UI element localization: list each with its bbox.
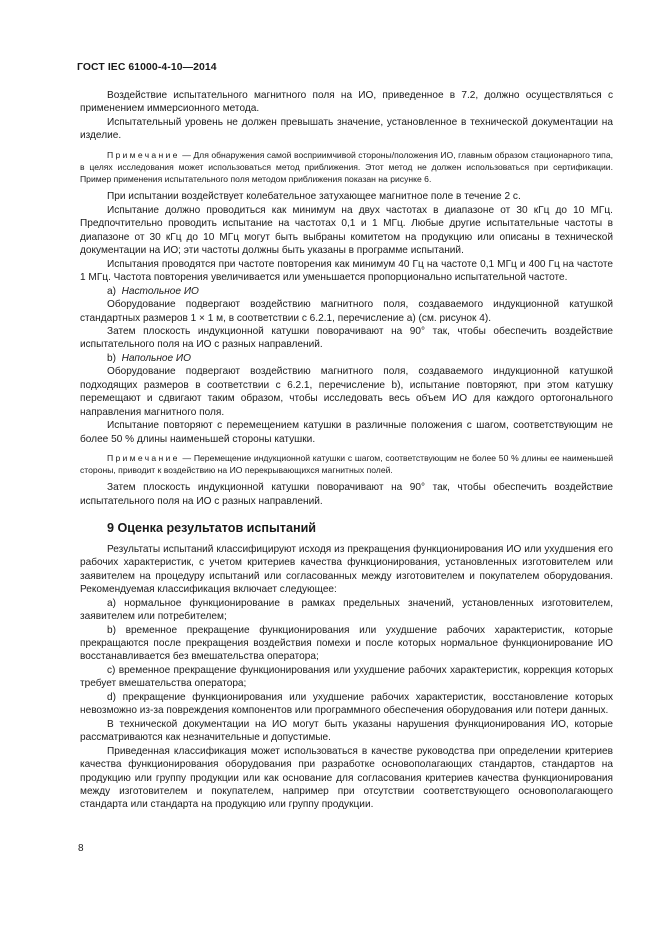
- paragraph: Испытательный уровень не должен превышать значение, установленное в технической документации на изделие.: [80, 116, 613, 142]
- list-item: c) временное прекращение функционирования или ухудшение рабочих характеристик, коррекция которых требует вмешательства оператора;: [80, 664, 613, 690]
- paragraph: При испытании воздействует колебательное затухающее магнитное поле в течение 2 с.: [107, 191, 521, 203]
- item-b-letter: b): [107, 352, 116, 364]
- item-a-heading: [80, 285, 613, 298]
- paragraph: Оборудование подвергают воздействию магнитного поля, создаваемого индукционной катушкой подходящих размеров в соответствии с 6.2.1, перечисление b), испытание повторяют, при этом катушку перемещают и сдвигают таким образом, чтобы исследовать весь объем ИО для каждого ортогонального направления магнитного поля.: [80, 366, 613, 418]
- note-label: Примечание: [107, 453, 180, 464]
- paragraph: Воздействие испытательного магнитного поля на ИО, приведенное в 7.2, должно осуществляться с применением иммерсионного метода.: [80, 90, 613, 115]
- paragraph: Испытание должно проводиться как минимум на двух частотах в диапазоне от 30 кГц до 10 МГц. Предпочтительно проводить испытание на частотах 0,1 и 1 МГц. Любые другие испытательные частоты в диапазоне от 30 кГц до 10 МГц могут быть выбраны комитетом на продукцию или описаны в технической документации на ИО; эти частоты должны быть указаны в программе испытаний.: [80, 204, 613, 257]
- item-a-letter: a): [107, 285, 116, 297]
- item-b-title: Напольное ИО: [121, 352, 191, 364]
- note-1: [80, 149, 613, 186]
- note-text: — Перемещение индукционной катушки с шагом, соответствующим не более 50 % длины ее наименьшей стороны, приводит к воздействию на ИО перекрывающихся магнитных полей.: [80, 453, 613, 476]
- paragraph: Испытание повторяют с перемещением катушки в различные положения с шагом, соответствующим не более 50 % длины наименьшей стороны катушки.: [80, 420, 613, 445]
- note-text: — Для обнаружения самой восприимчивой стороны/положения ИО, главным образом стационарного типа, в целях исследования может использоваться метод приближения. Этот метод не должен использоваться при сертификации. Пример применения испытательного поля методом приближения показан на рисунке 6.: [80, 149, 613, 185]
- paragraph: Приведенная классификация может использоваться в качестве руководства при определении критериев качества функционирования оборудования при разработке основополагающих стандартов, стандартов на продукцию или группу продукции или как основание для согласования критериев качества функционирования между изготовителем и покупателем, например при отсутствии соответствующего основополагающего стандарта или стандарта на продукцию или группу продукции.: [80, 745, 613, 811]
- paragraph: Испытания проводятся при частоте повторения как минимум 40 Гц на частоте 0,1 МГц и 400 Гц на частоте 1 МГц. Частота повторения увеличивается или уменьшается пропорционально испытательной частоте.: [80, 258, 613, 284]
- standard-header: ГОСТ IEC 61000-4-10—2014: [77, 62, 217, 73]
- item-b-heading: [80, 352, 613, 365]
- page-content: [80, 89, 613, 812]
- section-9-title: 9 Оценка результатов испытаний: [107, 521, 317, 536]
- note-label: Примечание: [107, 149, 180, 160]
- paragraph: Оборудование подвергают воздействию магнитного поля, создаваемого индукционной катушкой стандартных размеров 1 × 1 м, в соответствии с 6.2.1, перечисление a) (см. рисунок 4).: [80, 299, 613, 324]
- paragraph: Затем плоскость индукционной катушки поворачивают на 90° так, чтобы обеспечить воздействие испытательного поля на ИО с разных направлений.: [80, 325, 613, 351]
- paragraph: Затем плоскость индукционной катушки поворачивают на 90° так, чтобы обеспечить воздействие испытательного поля на ИО с разных направлений.: [80, 482, 613, 507]
- list-item: d) прекращение функционирования или ухудшение рабочих характеристик, восстановление которых невозможно из-за повреждения компонентов или программного обеспечения оборудования или потери данных.: [80, 691, 613, 717]
- page-number: 8: [78, 843, 84, 854]
- paragraph: В технической документации на ИО могут быть указаны нарушения функционирования ИО, которые рассматриваются как незначительные и допустимые.: [80, 718, 613, 744]
- list-item: a) нормальное функционирование в рамках предельных значений, установленных изготовителем, заявителем или потребителем;: [80, 597, 613, 623]
- list-item: b) временное прекращение функционирования или ухудшение рабочих характеристик, которые прекращаются после прекращения воздействия помехи и после которых нормальное функционирование ИО восстанавливается без вмешательства оператора;: [80, 624, 613, 663]
- note-2: [80, 452, 613, 476]
- item-a-title: Настольное ИО: [121, 285, 199, 297]
- paragraph: Результаты испытаний классифицируют исходя из прекращения функционирования ИО или ухудшения его рабочих характеристик, с учетом критериев качества функционирования, установленных изготовителем или заявителем на процедуру испытаний или согласованных между изготовителем и покупателем оборудования. Рекомендуемая классификация включает следующее:: [80, 543, 613, 596]
